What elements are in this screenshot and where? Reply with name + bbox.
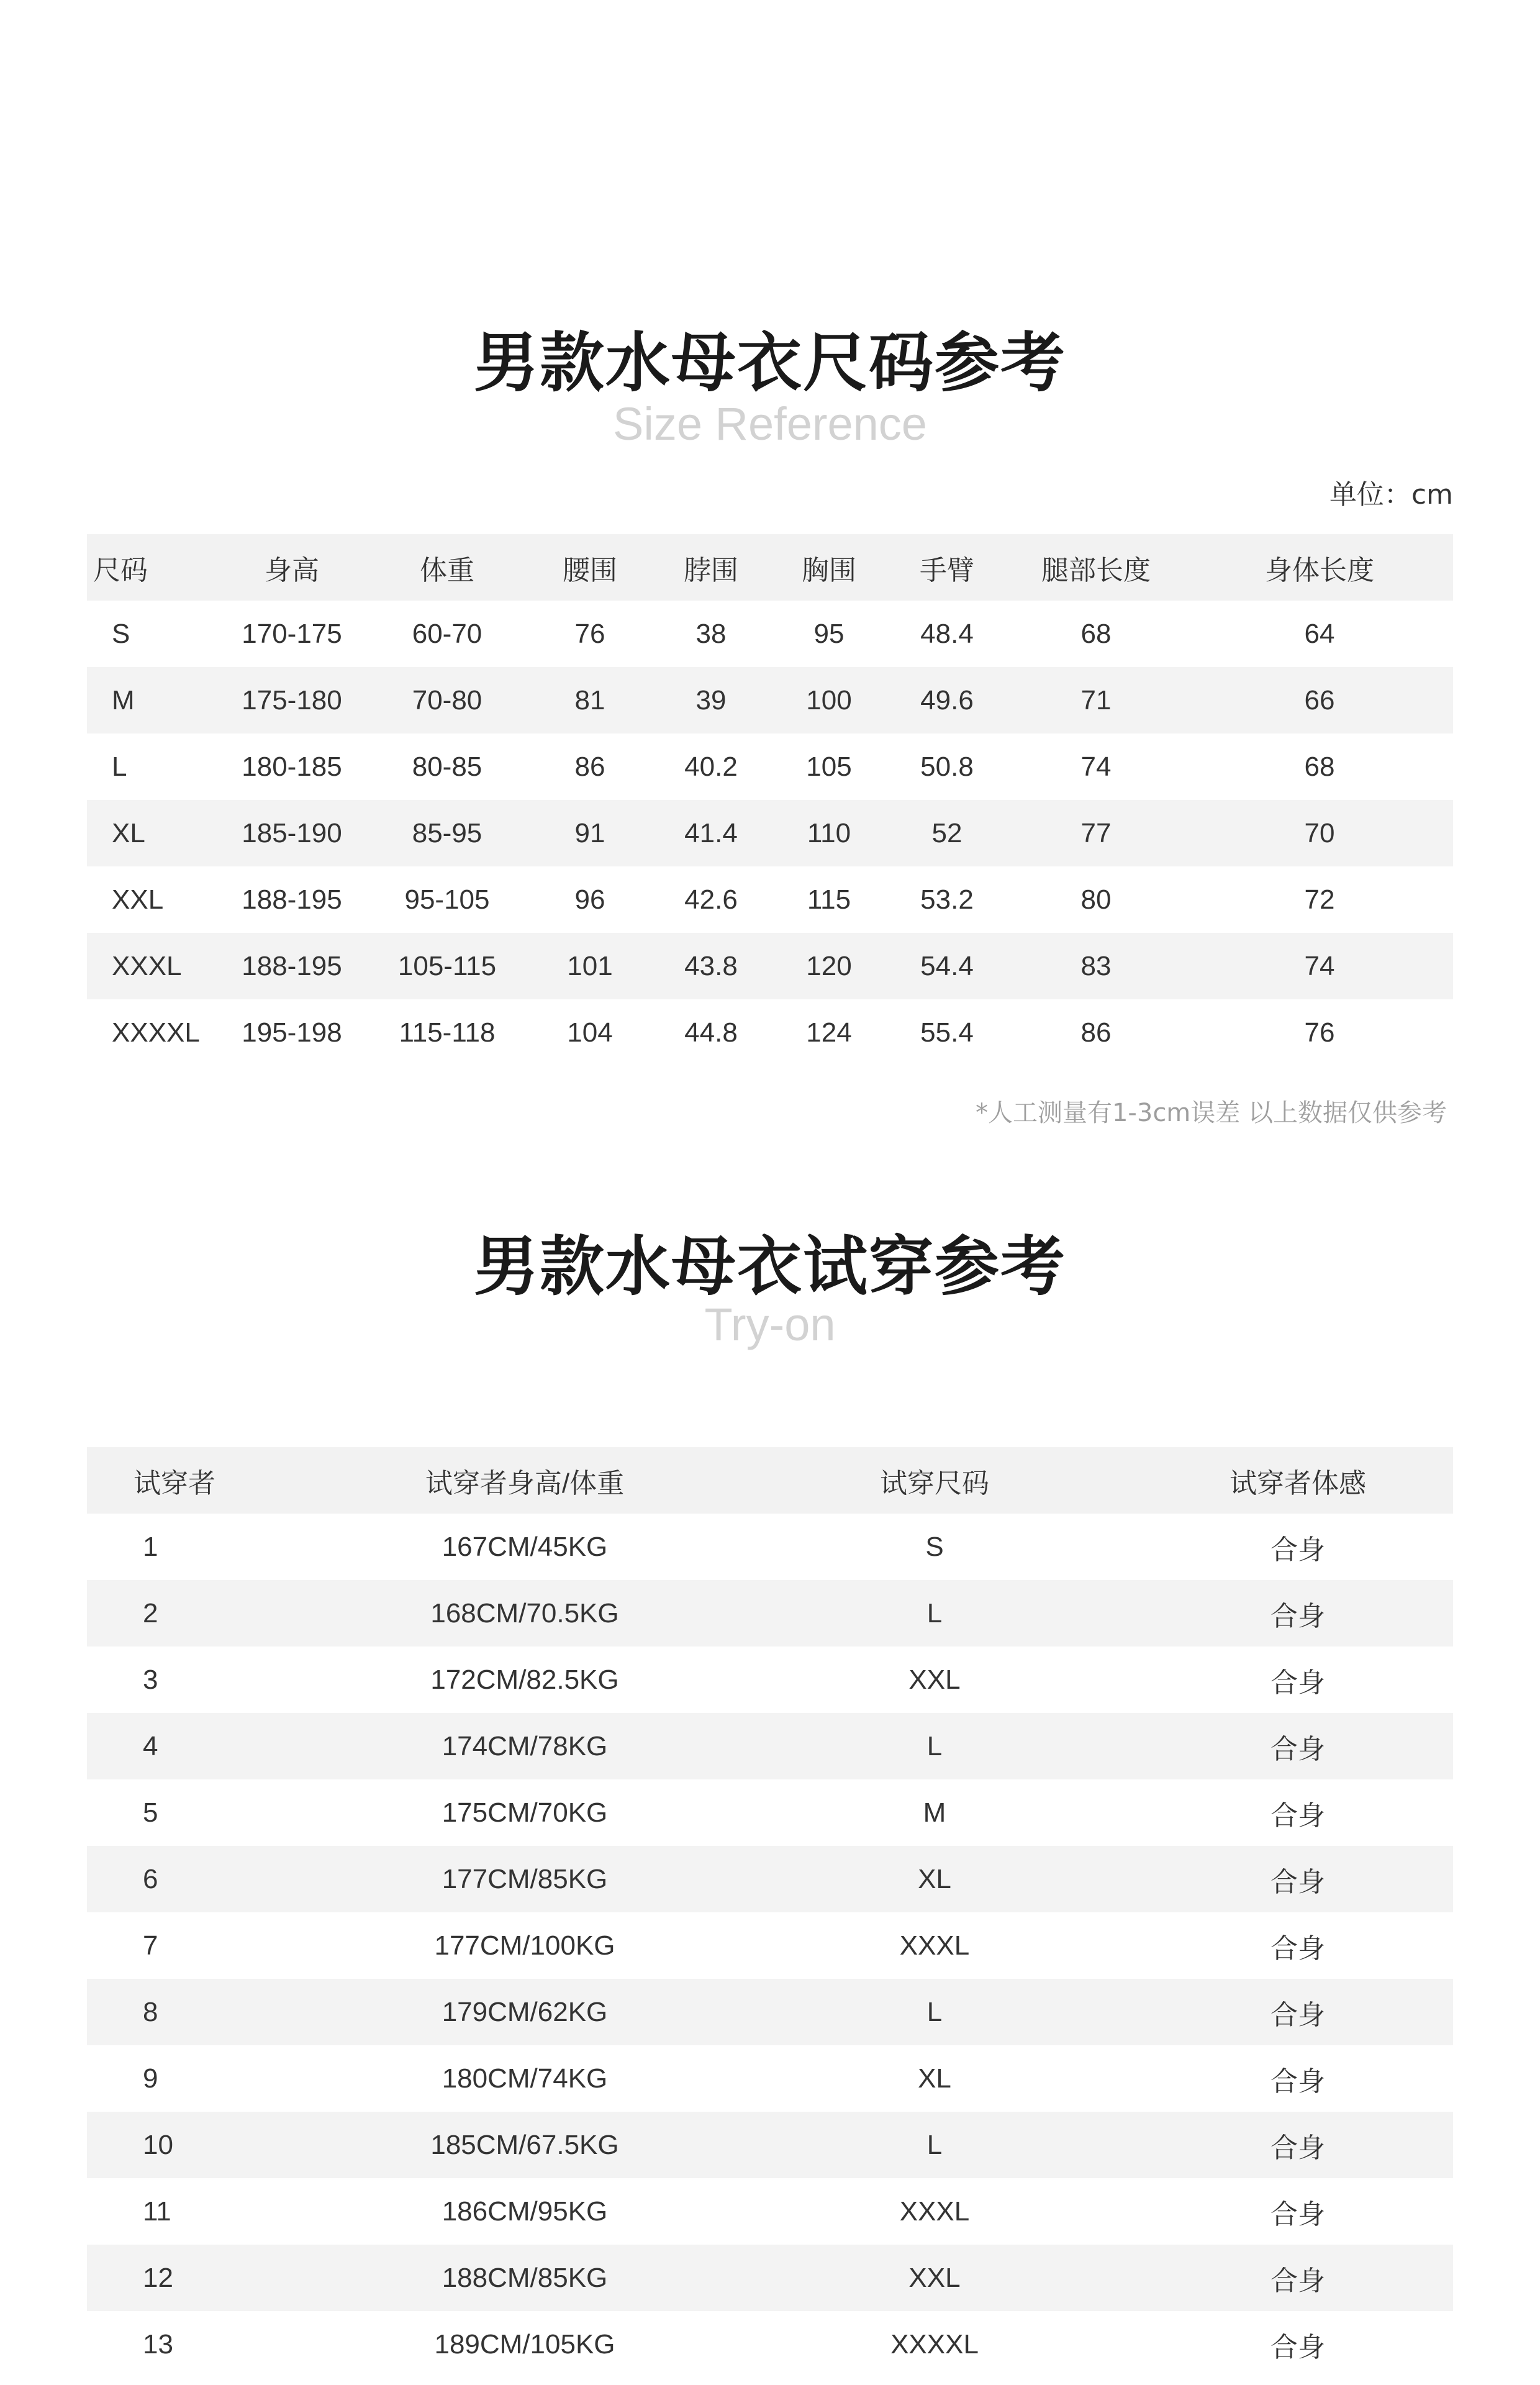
tryon-cell: 12 — [143, 2262, 173, 2293]
tryon-cell: 189CM/105KG — [434, 2328, 615, 2360]
tryon-row — [87, 1647, 1453, 1713]
size-cell: XXXXL — [112, 1017, 200, 1048]
tryon-cell: 3 — [143, 1664, 158, 1695]
tryon-cell: L — [926, 1996, 943, 2027]
size-cell: 180-185 — [242, 751, 342, 782]
size-cell: 115-118 — [399, 1017, 496, 1048]
size-row — [87, 734, 1453, 800]
size-cell: 74 — [1304, 950, 1335, 981]
tryon-row — [87, 1846, 1453, 1912]
size-cell: S — [112, 618, 130, 649]
size-header-cell: 腿部长度 — [1041, 555, 1151, 586]
size-header-cell: 身体长度 — [1265, 555, 1374, 586]
size-cell: 72 — [1304, 884, 1335, 915]
tryon-cell: 5 — [143, 1797, 158, 1828]
tryon-cell: 167CM/45KG — [442, 1531, 608, 1562]
tryon-cell: S — [925, 1531, 944, 1562]
tryon-header-cell: 试穿者身高/体重 — [425, 1468, 625, 1499]
size-cell: 85-95 — [412, 817, 482, 848]
tryon-cell: 合身 — [1270, 1800, 1325, 1831]
tryon-cell: 188CM/85KG — [442, 2262, 608, 2293]
tryon-cell: 168CM/70.5KG — [430, 1597, 619, 1629]
size-cell: 42.6 — [684, 884, 738, 915]
tryon-cell: 合身 — [1270, 2265, 1325, 2296]
size-cell: L — [112, 751, 127, 782]
size-cell: 105-115 — [397, 950, 497, 981]
tryon-cell: 10 — [143, 2129, 173, 2160]
size-row — [87, 866, 1453, 933]
size-cell: 41.4 — [684, 817, 738, 848]
tryon-cell: XL — [918, 2063, 951, 2094]
tryon-cell: 4 — [143, 1730, 158, 1761]
size-cell: 115 — [807, 884, 851, 915]
tryon-cell: L — [926, 1730, 943, 1761]
tryon-cell: 172CM/82.5KG — [430, 1664, 619, 1695]
size-cell: 38 — [695, 618, 727, 649]
tryon-cell: M — [923, 1797, 946, 1828]
size-cell: 66 — [1304, 684, 1335, 716]
tryon-cell: L — [926, 1597, 943, 1629]
tryon-cell: 1 — [143, 1531, 158, 1562]
tryon-cell: XXL — [908, 1664, 961, 1695]
size-cell: 95-105 — [404, 884, 490, 915]
size-cell: 170-175 — [242, 618, 342, 649]
tryon-cell: 合身 — [1270, 1733, 1325, 1765]
size-cell: 124 — [806, 1017, 852, 1048]
tryon-row — [87, 2245, 1453, 2311]
size-cell: 64 — [1304, 618, 1335, 649]
size-cell: 70 — [1304, 817, 1335, 848]
size-cell: 70-80 — [412, 684, 482, 716]
size-cell: 91 — [574, 817, 605, 848]
tryon-header-row — [87, 1447, 1453, 1514]
tryon-subtitle: Try-on — [704, 1299, 836, 1350]
size-cell: 40.2 — [684, 751, 738, 782]
tryon-row — [87, 2178, 1453, 2245]
tryon-cell: 13 — [143, 2328, 173, 2360]
tryon-cell: 7 — [143, 1930, 158, 1961]
tryon-header-cell: 试穿尺码 — [880, 1468, 989, 1499]
size-cell: 83 — [1080, 950, 1112, 981]
tryon-row — [87, 2112, 1453, 2178]
size-cell: XXXL — [112, 950, 182, 981]
size-cell: 80-85 — [412, 751, 482, 782]
tryon-title: 男款水母衣试穿参考 — [473, 1229, 1066, 1304]
tryon-cell: L — [926, 2129, 943, 2160]
size-cell: XXL — [112, 884, 164, 915]
size-cell: 96 — [574, 884, 605, 915]
tryon-row — [87, 1713, 1453, 1779]
tryon-row — [87, 1580, 1453, 1647]
size-cell: 71 — [1080, 684, 1112, 716]
size-cell: 105 — [806, 751, 852, 782]
tryon-cell: 180CM/74KG — [442, 2063, 608, 2094]
tryon-cell: 合身 — [1270, 1667, 1325, 1698]
tryon-cell: 6 — [143, 1863, 158, 1894]
tryon-row — [87, 1912, 1453, 1979]
tryon-row — [87, 2045, 1453, 2112]
size-cell: 80 — [1080, 884, 1112, 915]
tryon-cell: XXXL — [899, 1930, 970, 1961]
size-cell: 53.2 — [920, 884, 974, 915]
tryon-cell: 合身 — [1270, 2332, 1325, 2363]
tryon-row — [87, 1979, 1453, 2045]
tryon-cell: 175CM/70KG — [442, 1797, 608, 1828]
unit-label: 单位：cm — [1329, 479, 1453, 511]
size-cell: 43.8 — [684, 950, 738, 981]
size-cell: 68 — [1304, 751, 1335, 782]
tryon-cell: XXXL — [899, 2196, 970, 2227]
tryon-table — [87, 1447, 1453, 2378]
size-header-cell: 体重 — [420, 555, 474, 586]
size-cell: 175-180 — [242, 684, 342, 716]
tryon-cell: 合身 — [1270, 2199, 1325, 2230]
size-cell: 76 — [574, 618, 605, 649]
size-cell: 188-195 — [242, 950, 342, 981]
size-cell: 104 — [567, 1017, 613, 1048]
tryon-cell: 合身 — [1270, 2066, 1325, 2097]
tryon-cell: 合身 — [1270, 1601, 1325, 1632]
size-cell: 68 — [1080, 618, 1112, 649]
size-cell: 101 — [567, 950, 613, 981]
size-row — [87, 800, 1453, 866]
tryon-row — [87, 1514, 1453, 1580]
tryon-cell: 177CM/85KG — [442, 1863, 608, 1894]
size-header-cell: 身高 — [265, 555, 319, 586]
size-title: 男款水母衣尺码参考 — [473, 325, 1066, 401]
size-cell: 39 — [695, 684, 727, 716]
tryon-cell: 2 — [143, 1597, 158, 1629]
tryon-cell: 174CM/78KG — [442, 1730, 608, 1761]
tryon-cell: 186CM/95KG — [442, 2196, 608, 2227]
size-cell: 86 — [574, 751, 605, 782]
size-cell: M — [112, 684, 135, 716]
size-cell: 54.4 — [920, 950, 974, 981]
size-cell: 95 — [813, 618, 845, 649]
tryon-row — [87, 2311, 1453, 2378]
size-cell: 195-198 — [242, 1017, 342, 1048]
tryon-cell: 179CM/62KG — [442, 1996, 608, 2027]
size-cell: 188-195 — [242, 884, 342, 915]
size-cell: 185-190 — [242, 817, 342, 848]
size-cell: 120 — [806, 950, 852, 981]
measurement-note: *人工测量有1-3cm误差 以上数据仅供参考 — [975, 1099, 1447, 1127]
size-header-cell: 尺码 — [93, 555, 148, 586]
tryon-header-cell: 试穿者 — [134, 1468, 215, 1499]
size-cell: 100 — [806, 684, 852, 716]
size-header-cell: 手臂 — [920, 555, 974, 586]
size-header-row — [87, 534, 1453, 601]
size-header-cell: 腰围 — [563, 555, 617, 586]
size-cell: 81 — [574, 684, 605, 716]
tryon-cell: 8 — [143, 1996, 158, 2027]
size-cell: 52 — [931, 817, 962, 848]
size-cell: 77 — [1080, 817, 1112, 848]
tryon-cell: 合身 — [1270, 2132, 1325, 2163]
size-header-cell: 脖围 — [684, 555, 738, 586]
tryon-cell: XL — [918, 1863, 951, 1894]
tryon-cell: XXXXL — [890, 2328, 979, 2360]
size-row — [87, 601, 1453, 667]
size-cell: 74 — [1080, 751, 1112, 782]
tryon-cell: 177CM/100KG — [434, 1930, 615, 1961]
tryon-header-cell: 试穿者体感 — [1230, 1468, 1366, 1499]
size-row — [87, 667, 1453, 734]
size-cell: 48.4 — [920, 618, 974, 649]
tryon-cell: 合身 — [1270, 1999, 1325, 2030]
tryon-cell: 合身 — [1270, 1866, 1325, 1897]
size-table — [87, 534, 1453, 1066]
size-cell: 55.4 — [920, 1017, 974, 1048]
size-cell: 60-70 — [412, 618, 482, 649]
size-header-cell: 胸围 — [802, 555, 856, 586]
tryon-cell: 合身 — [1270, 1933, 1325, 1964]
tryon-cell: 11 — [143, 2196, 171, 2227]
size-cell: 44.8 — [684, 1017, 738, 1048]
size-cell: 76 — [1304, 1017, 1335, 1048]
size-cell: 49.6 — [920, 684, 974, 716]
tryon-cell: 185CM/67.5KG — [430, 2129, 619, 2160]
tryon-row — [87, 1779, 1453, 1846]
size-cell: 86 — [1080, 1017, 1112, 1048]
tryon-cell: 合身 — [1270, 1534, 1325, 1565]
size-cell: XL — [112, 817, 145, 848]
size-cell: 110 — [807, 817, 851, 848]
tryon-cell: XXL — [908, 2262, 961, 2293]
tryon-cell: 9 — [143, 2063, 158, 2094]
size-row — [87, 999, 1453, 1066]
size-cell: 50.8 — [920, 751, 974, 782]
size-subtitle: Size Reference — [613, 398, 927, 450]
size-row — [87, 933, 1453, 999]
